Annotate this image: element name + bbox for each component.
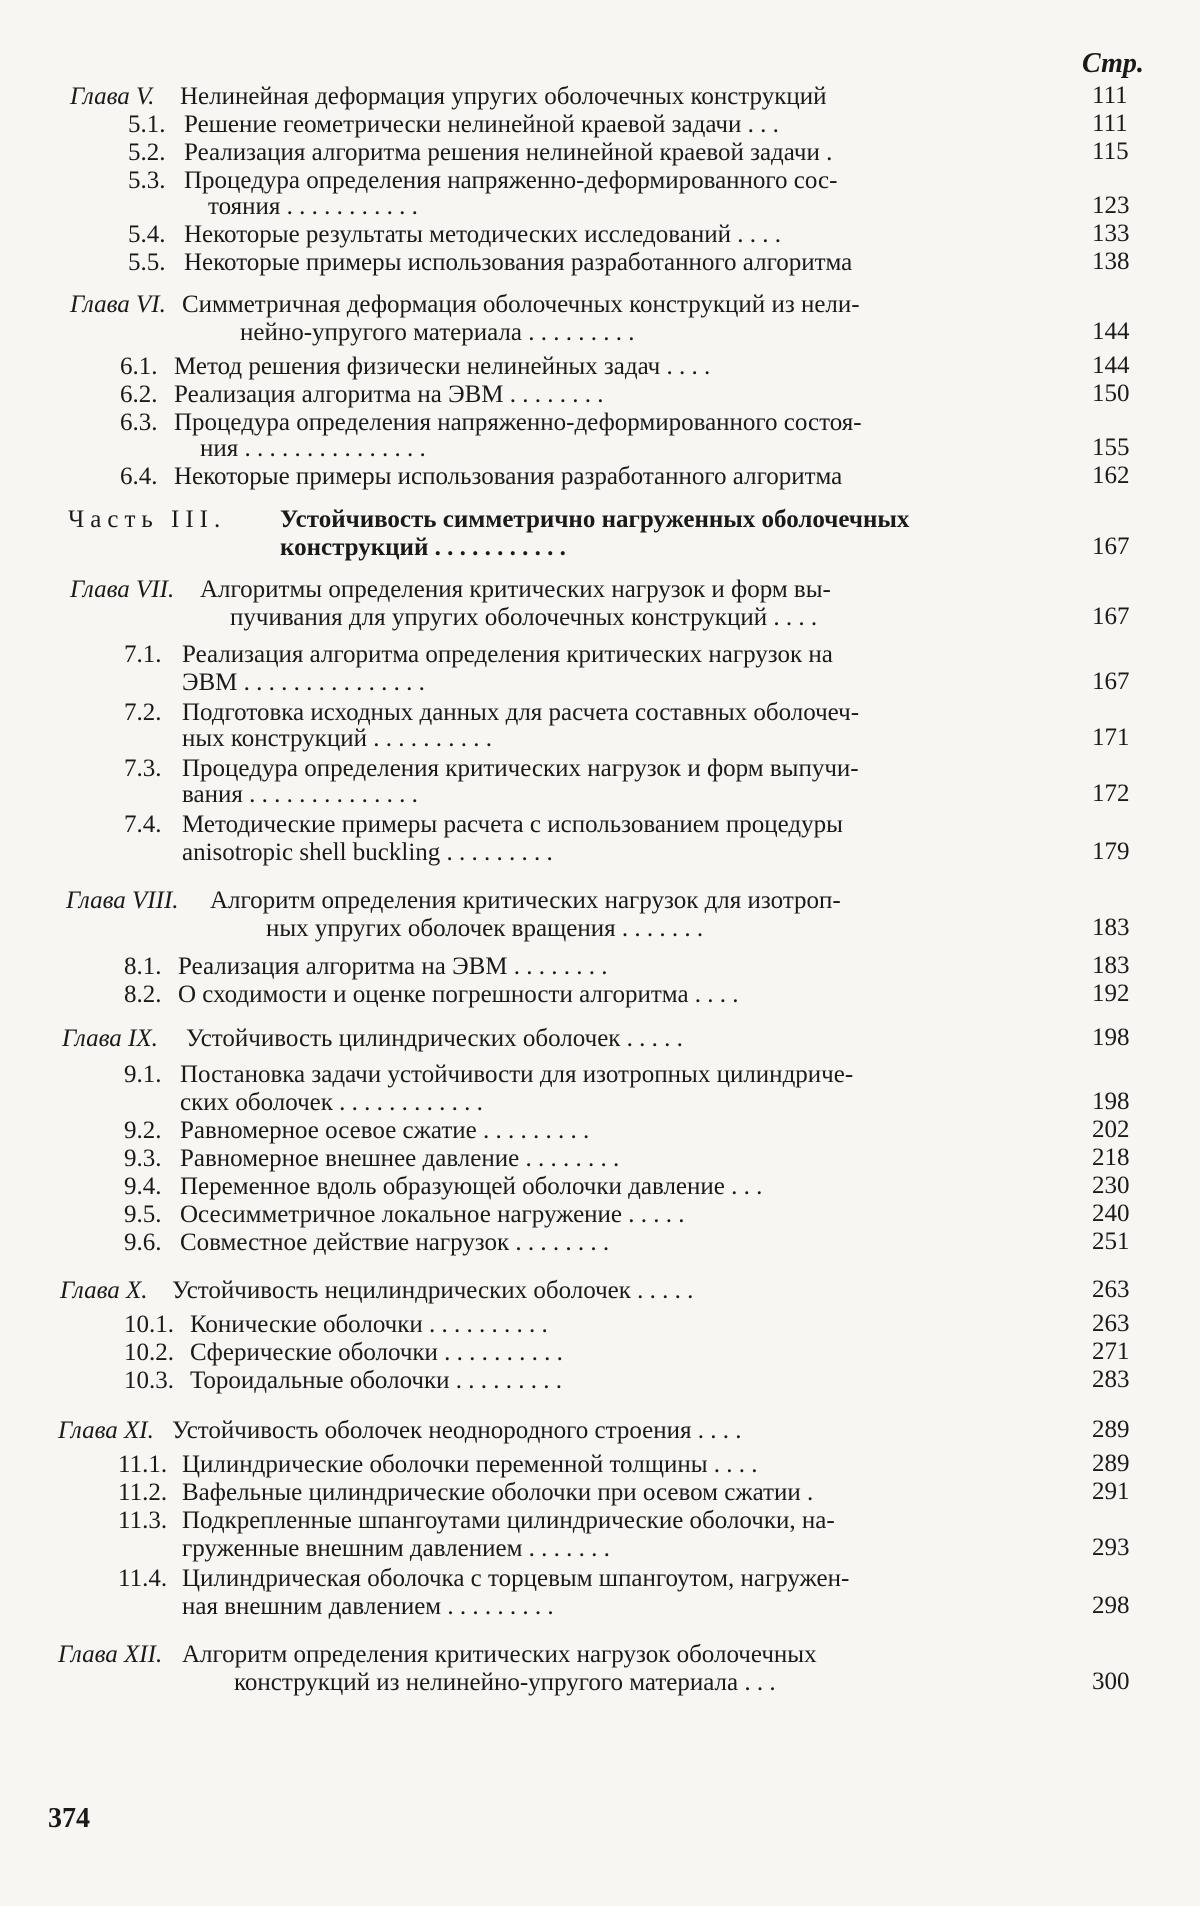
section-number: 5.1. xyxy=(128,111,166,138)
section-title: Некоторые примеры использования разработанного алгоритма xyxy=(174,463,843,490)
section-title-cont: ния . . . . . . . . . . . . . . . xyxy=(200,435,426,462)
page-ref: 251 xyxy=(1092,1228,1130,1255)
page-column-header: Стр. xyxy=(1082,48,1144,79)
section-number: 5.3. xyxy=(128,167,166,194)
section-number: 9.4. xyxy=(124,1173,162,1200)
part-label: Часть III. xyxy=(68,506,227,533)
section-title: Реализация алгоритма определения критических нагрузок на xyxy=(182,641,833,668)
section-title: Переменное вдоль образующей оболочки давление . . . xyxy=(180,1173,763,1200)
page-ref: 183 xyxy=(1092,914,1130,941)
section-number: 7.3. xyxy=(124,755,162,782)
chapter-title: Устойчивость нецилиндрических оболочек . . . . . xyxy=(172,1277,694,1304)
page-ref: 198 xyxy=(1092,1088,1130,1115)
section-title: Сферические оболочки . . . . . . . . . . xyxy=(190,1339,563,1366)
chapter-label: Глава XII. xyxy=(58,1641,163,1668)
page-ref: 133 xyxy=(1092,220,1130,247)
section-title: Решение геометрически нелинейной краевой задачи . . . xyxy=(184,111,779,138)
section-title: Постановка задачи устойчивости для изотропных цилиндриче- xyxy=(180,1061,854,1088)
page-ref: 298 xyxy=(1092,1592,1130,1619)
section-number: 8.1. xyxy=(124,953,162,980)
section-title: Равномерное внешнее давление . . . . . . . . xyxy=(180,1145,620,1172)
chapter-title: Алгоритм определения критических нагрузок оболочечных xyxy=(182,1641,817,1668)
chapter-title: Симметричная деформация оболочечных конструкций из нели- xyxy=(182,291,860,318)
section-title: Цилиндрическая оболочка с торцевым шпангоутом, нагружен- xyxy=(182,1565,850,1592)
section-title: Некоторые примеры использования разработанного алгоритма xyxy=(184,249,853,276)
section-title-cont: вания . . . . . . . . . . . . . . xyxy=(182,781,418,808)
page-ref: 263 xyxy=(1092,1310,1130,1337)
section-number: 9.5. xyxy=(124,1201,162,1228)
section-title: Тороидальные оболочки . . . . . . . . . xyxy=(190,1367,563,1394)
page-ref: 115 xyxy=(1092,138,1129,165)
chapter-label: Глава V. xyxy=(70,83,155,110)
section-number: 8.2. xyxy=(124,981,162,1008)
section-number: 6.3. xyxy=(120,409,158,436)
page-ref: 230 xyxy=(1092,1172,1130,1199)
section-number: 6.2. xyxy=(120,381,158,408)
section-number: 11.1. xyxy=(118,1451,168,1478)
part-title: Устойчивость симметрично нагруженных оболочечных xyxy=(280,506,910,533)
section-number: 11.3. xyxy=(118,1507,168,1534)
page-ref: 271 xyxy=(1092,1338,1130,1365)
page-ref: 240 xyxy=(1092,1200,1130,1227)
page-ref: 293 xyxy=(1092,1534,1130,1561)
page-ref: 300 xyxy=(1092,1668,1130,1695)
section-number: 5.5. xyxy=(128,249,166,276)
chapter-title-cont: нейно-упругого материала . . . . . . . . . xyxy=(240,319,635,346)
page-ref: 179 xyxy=(1092,838,1130,865)
page-ref: 171 xyxy=(1092,724,1130,751)
page-ref: 167 xyxy=(1092,533,1130,560)
page-ref: 198 xyxy=(1092,1024,1130,1051)
section-title: Процедура определения критических нагрузок и форм выпучи- xyxy=(182,755,859,782)
page-ref: 172 xyxy=(1092,780,1130,807)
chapter-title-cont: конструкций из нелинейно-упругого материала . . . xyxy=(234,1669,776,1696)
section-title: Процедура определения напряженно-деформированного сос- xyxy=(184,167,838,194)
chapter-title: Алгоритм определения критических нагрузок для изотроп- xyxy=(210,887,841,914)
page-ref: 162 xyxy=(1092,462,1130,489)
section-title: Подготовка исходных данных для расчета составных оболочеч- xyxy=(182,699,860,726)
page-ref: 111 xyxy=(1092,110,1128,137)
chapter-label: Глава X. xyxy=(60,1277,148,1304)
page-ref: 138 xyxy=(1092,248,1130,275)
section-title: Некоторые результаты методических исследований . . . . xyxy=(184,221,781,248)
page-ref: 263 xyxy=(1092,1276,1130,1303)
page-ref: 155 xyxy=(1092,434,1130,461)
section-title: Совместное действие нагрузок . . . . . . . . xyxy=(180,1229,610,1256)
section-number: 9.3. xyxy=(124,1145,162,1172)
chapter-title: Устойчивость оболочек неоднородного строения . . . . xyxy=(172,1417,742,1444)
page-ref: 144 xyxy=(1092,318,1130,345)
section-title: Осесимметричное локальное нагружение . . . . . xyxy=(180,1201,685,1228)
section-number: 7.1. xyxy=(124,641,162,668)
chapter-label: Глава VII. xyxy=(70,576,175,603)
page-ref: 144 xyxy=(1092,352,1130,379)
page-ref: 111 xyxy=(1092,82,1128,109)
section-number: 6.1. xyxy=(120,353,158,380)
section-title: О сходимости и оценке погрешности алгоритма . . . . xyxy=(178,981,739,1008)
section-title: Процедура определения напряженно-деформированного состоя- xyxy=(174,409,862,436)
page-ref: 150 xyxy=(1092,380,1130,407)
chapter-title: Нелинейная деформация упругих оболочечных конструкций xyxy=(180,83,827,110)
section-number: 5.2. xyxy=(128,139,166,166)
section-title: Цилиндрические оболочки переменной толщины . . . . xyxy=(182,1451,758,1478)
section-number: 6.4. xyxy=(120,463,158,490)
section-number: 11.2. xyxy=(118,1479,168,1506)
section-number: 10.3. xyxy=(124,1367,174,1394)
section-number: 7.2. xyxy=(124,699,162,726)
section-number: 11.4. xyxy=(118,1565,168,1592)
page-ref: 167 xyxy=(1092,668,1130,695)
section-title-cont: anisotropic shell buckling . . . . . . . . . xyxy=(182,839,553,866)
section-title: Методические примеры расчета с использованием процедуры xyxy=(182,811,843,838)
section-title: Равномерное осевое сжатие . . . . . . . . . xyxy=(180,1117,590,1144)
page-ref: 283 xyxy=(1092,1366,1130,1393)
section-number: 7.4. xyxy=(124,811,162,838)
page-ref: 183 xyxy=(1092,952,1130,979)
section-title: Реализация алгоритма решения нелинейной краевой задачи . xyxy=(184,139,833,166)
chapter-title: Алгоритмы определения критических нагрузок и форм вы- xyxy=(200,576,831,603)
page-ref: 289 xyxy=(1092,1416,1130,1443)
section-title-cont: ная внешним давлением . . . . . . . . . xyxy=(182,1593,554,1620)
section-title-cont: ных конструкций . . . . . . . . . . xyxy=(182,725,492,752)
section-number: 9.6. xyxy=(124,1229,162,1256)
page-ref: 289 xyxy=(1092,1450,1130,1477)
section-number: 5.4. xyxy=(128,221,166,248)
section-title-cont: ских оболочек . . . . . . . . . . . . xyxy=(180,1089,483,1116)
chapter-title-cont: пучивания для упругих оболочечных конструкций . . . . xyxy=(230,604,818,631)
section-title: Подкрепленные шпангоутами цилиндрические оболочки, на- xyxy=(182,1507,835,1534)
chapter-title-cont: ных упругих оболочек вращения . . . . . . . xyxy=(266,915,704,942)
page-number: 374 xyxy=(48,1803,90,1834)
chapter-label: Глава VIII. xyxy=(66,887,179,914)
chapter-label: Глава VI. xyxy=(70,291,166,318)
section-number: 9.2. xyxy=(124,1117,162,1144)
section-number: 10.2. xyxy=(124,1339,174,1366)
section-title: Конические оболочки . . . . . . . . . . xyxy=(190,1311,548,1338)
section-title: Вафельные цилиндрические оболочки при осевом сжатии . xyxy=(182,1479,814,1506)
section-number: 9.1. xyxy=(124,1061,162,1088)
section-number: 10.1. xyxy=(124,1311,174,1338)
page-ref: 291 xyxy=(1092,1478,1130,1505)
section-title: Реализация алгоритма на ЭВМ . . . . . . . . xyxy=(174,381,604,408)
part-title-cont: конструкций . . . . . . . . . . . xyxy=(280,534,566,561)
page-ref: 192 xyxy=(1092,980,1130,1007)
section-title-cont: ЭВМ . . . . . . . . . . . . . . . xyxy=(182,669,425,696)
chapter-label: Глава IX. xyxy=(62,1025,158,1052)
page-ref: 202 xyxy=(1092,1116,1130,1143)
page-ref: 167 xyxy=(1092,603,1130,630)
page-ref: 218 xyxy=(1092,1144,1130,1171)
section-title-cont: груженные внешним давлением . . . . . . . xyxy=(182,1535,610,1562)
section-title: Метод решения физически нелинейных задач . . . . xyxy=(174,353,711,380)
chapter-title: Устойчивость цилиндрических оболочек . . . . . xyxy=(186,1025,683,1052)
section-title: Реализация алгоритма на ЭВМ . . . . . . . . xyxy=(178,953,608,980)
chapter-label: Глава XI. xyxy=(58,1417,154,1444)
section-title-cont: тояния . . . . . . . . . . . xyxy=(208,193,418,220)
page-ref: 123 xyxy=(1092,192,1130,219)
